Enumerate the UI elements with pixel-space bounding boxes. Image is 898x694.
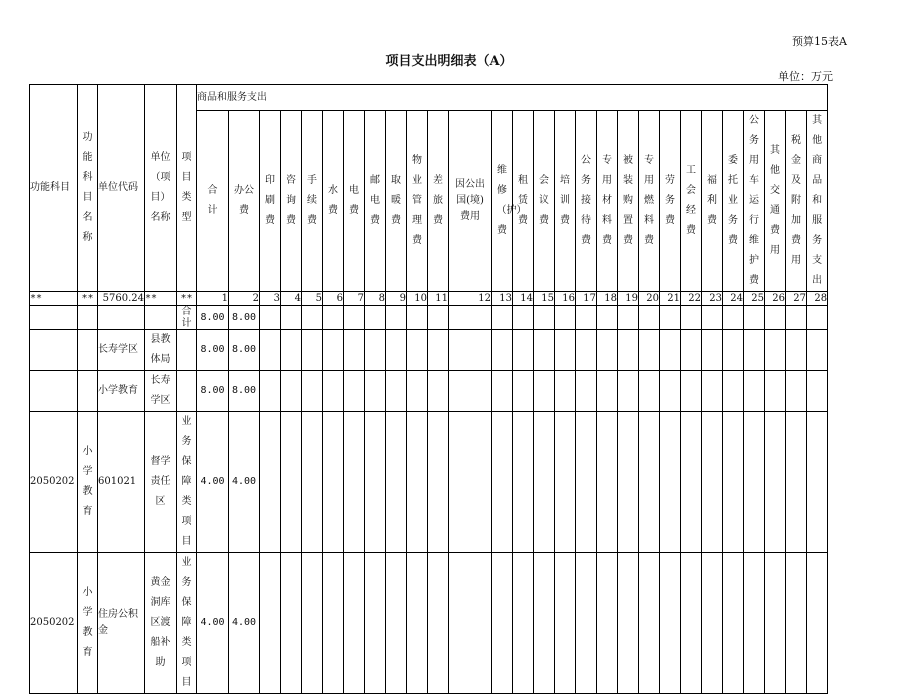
cell-empty [744,330,765,371]
cell-empty [534,306,555,330]
cell-empty [365,371,386,412]
cell-empty [702,330,723,371]
cell-empty [786,306,807,330]
index-number: 22 [681,292,702,306]
cell-empty [492,412,513,553]
col-header-item [302,111,323,292]
table-row [30,553,828,694]
cell-empty [534,553,555,694]
cell-empty [449,412,492,553]
col-header-item [428,111,449,292]
cell-empty [386,553,407,694]
cell-empty [407,371,428,412]
index-number: 9 [386,292,407,306]
col-header-total-text: 合计 [207,185,218,216]
index-number: 10 [407,292,428,306]
cell-empty [597,553,618,694]
cell-empty [513,553,534,694]
cell-empty [681,412,702,553]
cell-func-name-text: 小学教育 [82,587,93,658]
col-header-item-text: 邮电费 [370,175,380,226]
cell-empty [660,330,681,371]
col-header-item-text: 被装购置费 [623,155,633,246]
cell-empty [681,371,702,412]
cell-empty [744,412,765,553]
cell-empty [807,412,828,553]
cell-empty [344,330,365,371]
cell-empty [597,412,618,553]
col-header-item-text: 印刷费 [265,175,275,226]
col-header-item-text: 公务接待费 [581,155,591,246]
index-number: 24 [723,292,744,306]
cell-unit-code [98,306,145,330]
col-header-item-text: 其他商品和服务支出 [812,115,823,286]
cell-empty [428,306,449,330]
col-header-item [365,111,386,292]
index-unit-code: 5760.24 [98,292,145,306]
col-header-goods-services: 商品和服务支出 [197,85,828,111]
cell-empty [344,306,365,330]
col-header-item [344,111,365,292]
cell-empty [449,330,492,371]
page-title: 项目支出明细表（A） [385,54,513,69]
cell-empty [449,306,492,330]
cell-func-name [78,306,98,330]
cell-unit-name-text: 督学责任区 [150,456,171,507]
col-header-item [639,111,660,292]
cell-empty [365,330,386,371]
col-header-item [744,111,765,292]
cell-empty [765,330,786,371]
cell-empty [386,371,407,412]
cell-total: 4.00 [197,553,229,694]
cell-empty [260,306,281,330]
cell-empty [513,306,534,330]
index-row [30,292,828,306]
cell-func-code: 2050202 [30,412,78,553]
table-row [30,412,828,553]
cell-proj-type [177,371,197,412]
index-proj-type: ** [177,292,197,306]
col-header-item-text: 专用燃料费 [644,155,654,246]
col-header-item-text: 取暖费 [391,175,401,226]
index-number: 3 [260,292,281,306]
cell-empty [723,553,744,694]
cell-empty [723,330,744,371]
cell-empty [407,330,428,371]
cell-unit-code: 长寿学区 [98,330,145,371]
cell-empty [281,306,302,330]
cell-empty [786,553,807,694]
cell-proj-type [177,553,197,694]
cell-empty [744,306,765,330]
cell-empty [260,371,281,412]
cell-empty [597,306,618,330]
cell-proj-type: 合计 [177,306,197,330]
cell-empty [492,306,513,330]
cell-empty [323,330,344,371]
cell-empty [681,330,702,371]
cell-empty [260,553,281,694]
col-header-item-text: 福利费 [707,175,717,226]
cell-unit-code: 小学教育 [98,371,145,412]
cell-func-code [30,371,78,412]
cell-empty [744,371,765,412]
cell-empty [555,553,576,694]
cell-unit-name [145,412,177,553]
col-header-project-type-text: 项目类型 [181,152,192,223]
index-unit-name: ** [145,292,177,306]
cell-empty [260,330,281,371]
cell-empty [407,412,428,553]
cell-empty [618,553,639,694]
index-number: 13 [492,292,513,306]
col-header-item [576,111,597,292]
cell-unit-code: 住房公积金 [98,553,145,694]
cell-empty [365,553,386,694]
col-header-item-text: 差旅费 [433,175,443,226]
col-header-item-text: 培训费 [560,175,570,226]
col-header-item-text: 租赁费 [518,175,528,226]
col-header-item-text: 咨询费 [286,175,296,226]
cell-empty [428,371,449,412]
cell-total: 8.00 [197,306,229,330]
cell-proj-type-text: 业务保障类项目 [181,416,192,547]
cell-empty [576,412,597,553]
cell-empty [765,306,786,330]
col-header-item [407,111,428,292]
table-row [30,306,828,330]
cell-empty [744,553,765,694]
cell-empty [639,412,660,553]
cell-empty [323,371,344,412]
index-number: 5 [302,292,323,306]
col-header-item [555,111,576,292]
col-header-item [513,111,534,292]
col-header-item [323,111,344,292]
cell-empty [302,330,323,371]
cell-total: 4.00 [197,412,229,553]
cell-empty [618,371,639,412]
cell-func-name [78,330,98,371]
col-header-item-text: 手续费 [307,175,317,226]
cell-empty [428,330,449,371]
cell-total: 8.00 [197,371,229,412]
cell-empty [807,306,828,330]
cell-func-code [30,330,78,371]
cell-empty [576,371,597,412]
col-header-item [597,111,618,292]
cell-empty [702,412,723,553]
cell-empty [281,330,302,371]
col-header-item-text: 公务用车运行维护费 [749,115,759,286]
cell-empty [702,371,723,412]
cell-empty [786,330,807,371]
cell-empty [555,306,576,330]
cell-empty [597,371,618,412]
cell-empty [555,371,576,412]
cell-empty [765,371,786,412]
cell-empty [639,553,660,694]
cell-empty [807,371,828,412]
index-number: 7 [344,292,365,306]
index-number: 27 [786,292,807,306]
col-header-item [681,111,702,292]
cell-empty [449,371,492,412]
cell-empty [576,330,597,371]
cell-empty [449,553,492,694]
index-number: 25 [744,292,765,306]
cell-unit-code: 601021 [98,412,145,553]
cell-empty [365,306,386,330]
cell-empty [786,371,807,412]
col-header-item-text: 专用材料费 [602,155,612,246]
col-header-unit-name [145,85,177,292]
cell-empty [681,306,702,330]
index-number: 15 [534,292,555,306]
cell-unit-name-text: 黄金洞库区渡船补助 [150,577,171,668]
cell-unit-name [145,306,177,330]
cell-empty [639,371,660,412]
cell-empty [386,330,407,371]
cell-empty [492,553,513,694]
cell-empty [323,412,344,553]
cell-empty [428,412,449,553]
index-number: 18 [597,292,618,306]
col-header-item [260,111,281,292]
col-header-item [281,111,302,292]
cell-unit-name [145,553,177,694]
col-header-item-text: 维修（护）费 [496,165,527,236]
cell-empty [765,412,786,553]
cell-func-name [78,553,98,694]
index-number: 16 [555,292,576,306]
col-header-func-name [78,85,98,292]
cell-func-name [78,412,98,553]
col-header-item [449,111,492,292]
cell-proj-type [177,330,197,371]
col-header-unit-code: 单位代码 [98,85,145,292]
cell-office: 8.00 [229,371,260,412]
col-header-total [197,111,229,292]
cell-empty [723,412,744,553]
cell-empty [344,371,365,412]
cell-office: 8.00 [229,330,260,371]
col-header-office [229,111,260,292]
cell-empty [513,412,534,553]
index-number: 19 [618,292,639,306]
cell-empty [344,412,365,553]
col-header-func-name-text: 功能科目名称 [82,132,93,243]
cell-empty [660,371,681,412]
col-header-item [386,111,407,292]
cell-empty [386,306,407,330]
col-header-item-text: 税金及附加费用 [791,135,801,266]
cell-empty [302,371,323,412]
unit-label: 单位：万元 [778,70,833,83]
cell-empty [260,412,281,553]
index-number: 23 [702,292,723,306]
cell-unit-name-text: 长寿学区 [150,375,171,406]
cell-empty [281,553,302,694]
index-number: 1 [197,292,229,306]
col-header-item-text: 劳务费 [665,175,675,226]
cell-empty [807,553,828,694]
cell-func-code [30,306,78,330]
col-header-item-text: 会议费 [539,175,549,226]
cell-total: 8.00 [197,330,229,371]
col-header-item-text: 委托业务费 [728,155,738,246]
col-header-item-text: 其他交通费用 [770,145,780,256]
index-number: 4 [281,292,302,306]
cell-empty [702,553,723,694]
index-func-name: ** [78,292,98,306]
cell-func-name [78,371,98,412]
index-number: 20 [639,292,660,306]
cell-empty [302,306,323,330]
cell-empty [639,306,660,330]
cell-empty [660,412,681,553]
cell-empty [723,306,744,330]
cell-empty [386,412,407,553]
cell-empty [618,306,639,330]
cell-office: 4.00 [229,553,260,694]
col-header-item-text: 物业管理费 [412,155,422,246]
cell-empty [807,330,828,371]
table-number-label: 预算15表A [792,35,847,48]
index-number: 12 [449,292,492,306]
col-header-office-text: 办公费 [234,185,254,216]
col-header-project-type [177,85,197,292]
index-number: 17 [576,292,597,306]
index-number: 28 [807,292,828,306]
cell-office: 4.00 [229,412,260,553]
index-number: 2 [229,292,260,306]
cell-empty [639,330,660,371]
cell-empty [597,330,618,371]
cell-empty [302,412,323,553]
cell-empty [407,553,428,694]
cell-empty [534,412,555,553]
cell-empty [323,553,344,694]
cell-empty [660,553,681,694]
col-header-item [807,111,828,292]
cell-unit-name [145,330,177,371]
cell-office: 8.00 [229,306,260,330]
col-header-item [765,111,786,292]
cell-unit-name-text: 县教体局 [150,334,171,365]
cell-empty [555,330,576,371]
cell-empty [513,371,534,412]
col-header-unit-name-text: 单位（项目）名称 [150,152,171,223]
cell-empty [492,330,513,371]
cell-empty [492,371,513,412]
cell-empty [555,412,576,553]
cell-func-code: 2050202 [30,553,78,694]
col-header-item [534,111,555,292]
cell-empty [365,412,386,553]
cell-empty [302,553,323,694]
cell-empty [660,306,681,330]
cell-empty [513,330,534,371]
col-header-item [618,111,639,292]
cell-empty [681,553,702,694]
index-number: 14 [513,292,534,306]
table-row [30,330,828,371]
cell-empty [618,412,639,553]
cell-empty [323,306,344,330]
cell-empty [344,553,365,694]
col-header-func-code: 功能科目 [30,85,78,292]
cell-empty [702,306,723,330]
cell-empty [281,371,302,412]
table-row [30,371,828,412]
col-header-item [786,111,807,292]
cell-empty [534,371,555,412]
cell-empty [576,306,597,330]
cell-empty [407,306,428,330]
col-header-item [702,111,723,292]
index-number: 21 [660,292,681,306]
cell-empty [765,553,786,694]
cell-empty [576,553,597,694]
col-header-item-text: 工会经费 [686,165,696,236]
cell-empty [723,371,744,412]
col-header-item [723,111,744,292]
cell-proj-type [177,412,197,553]
index-number: 26 [765,292,786,306]
col-header-item-text: 因公出国(境)费用 [455,179,485,222]
col-header-item-text: 电费 [349,185,359,216]
index-func-code: ** [30,292,78,306]
cell-empty [618,330,639,371]
col-header-item-text: 水费 [328,185,338,216]
cell-empty [281,412,302,553]
cell-empty [786,412,807,553]
header-row-group [30,85,828,111]
expenditure-table [29,84,828,694]
cell-unit-name [145,371,177,412]
cell-empty [534,330,555,371]
index-number: 11 [428,292,449,306]
cell-func-name-text: 小学教育 [82,446,93,517]
index-number: 6 [323,292,344,306]
cell-proj-type-text: 业务保障类项目 [181,557,192,688]
col-header-item [660,111,681,292]
cell-empty [428,553,449,694]
index-number: 8 [365,292,386,306]
